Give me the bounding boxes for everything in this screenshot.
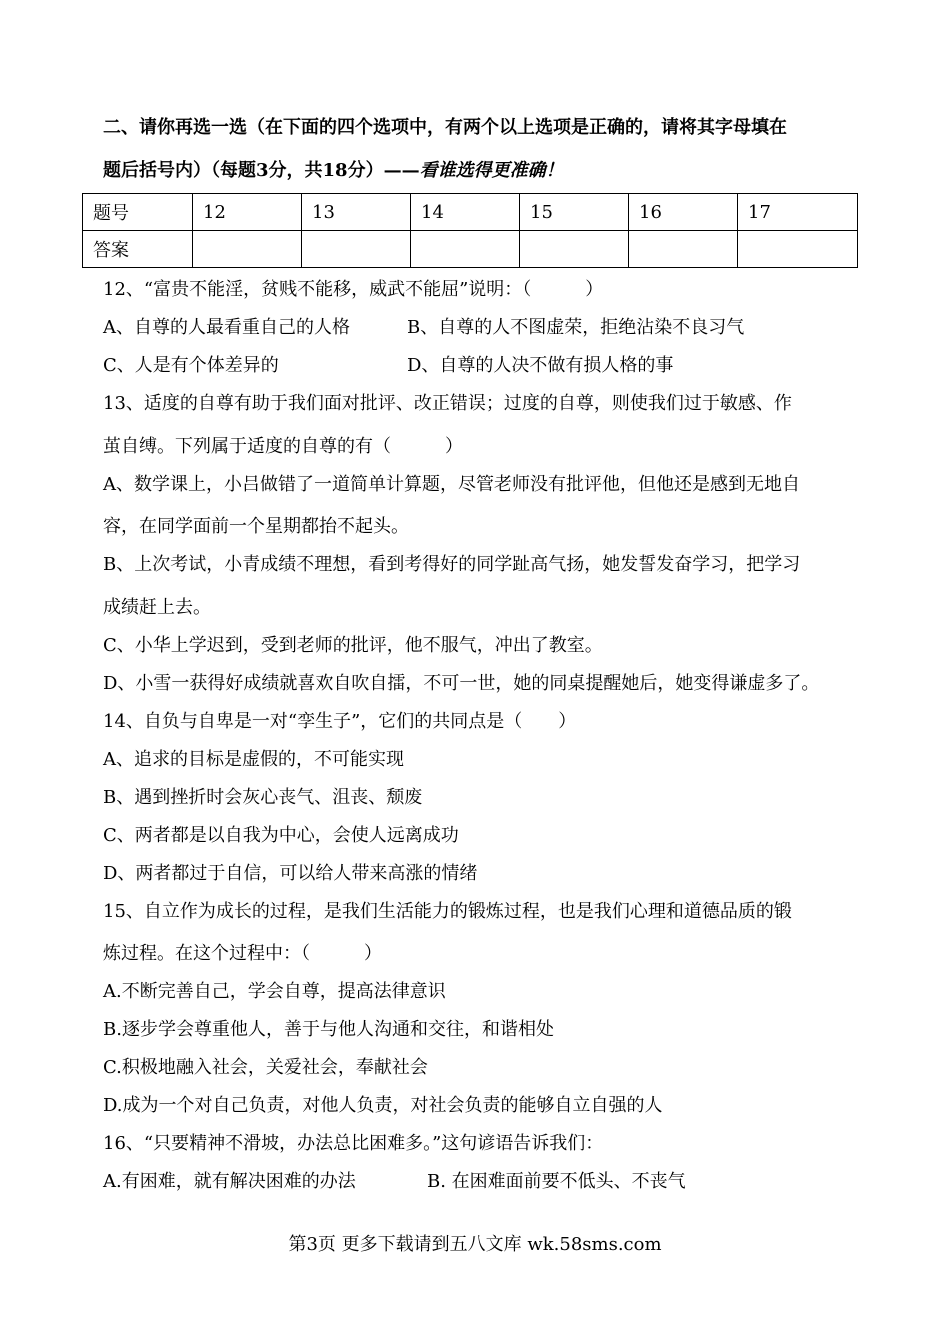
- table-row-label: 题号: [83, 194, 193, 231]
- question-number-cell: 16: [629, 194, 738, 231]
- answer-cell[interactable]: [411, 231, 520, 268]
- question-stem-line2: 茧自缚。下列属于适度的自尊的有（ ）: [103, 436, 463, 457]
- option-b: B. 在困难面前要不低头、不丧气: [427, 1171, 686, 1192]
- answer-cell[interactable]: [520, 231, 629, 268]
- option-a: A、自尊的人最看重自己的人格: [103, 317, 350, 338]
- page-footer: 第3页 更多下载请到五八文库 wk.58sms.com: [288, 1234, 662, 1255]
- option-d: D、两者都过于自信，可以给人带来高涨的情绪: [103, 863, 478, 884]
- option-b: B、自尊的人不图虚荣，拒绝沾染不良习气: [407, 317, 745, 338]
- option-c: C、小华上学迟到，受到老师的批评，他不服气，冲出了教室。: [103, 635, 603, 656]
- option-a: A.有困难，就有解决困难的办法: [103, 1171, 356, 1192]
- question-stem-line1: 15、自立作为成长的过程，是我们生活能力的锻炼过程，也是我们心理和道德品质的锻: [103, 901, 792, 922]
- question-number-cell: 12: [193, 194, 302, 231]
- section-instruction-line1: 二、请你再选一选（在下面的四个选项中，有两个以上选项是正确的，请将其字母填在: [103, 117, 787, 138]
- section-instruction-plain: 题后括号内）（每题3分，共18分）——: [103, 160, 420, 181]
- answer-cell[interactable]: [302, 231, 411, 268]
- question-stem: 12、“富贵不能淫，贫贱不能移，威武不能屈”说明：（ ）: [103, 279, 604, 300]
- option-c: C.积极地融入社会，关爱社会，奉献社会: [103, 1057, 428, 1078]
- question-stem: 16、“只要精神不滑坡，办法总比困难多。”这句谚语告诉我们：: [103, 1133, 604, 1154]
- answer-table: [82, 193, 858, 268]
- option-b-line1: B、上次考试，小青成绩不理想，看到考得好的同学趾高气扬，她发誓发奋学习，把学习: [103, 554, 801, 575]
- option-d: D、自尊的人决不做有损人格的事: [407, 355, 674, 376]
- option-a: A.不断完善自己，学会自尊，提高法律意识: [103, 981, 446, 1002]
- question-number-cell: 15: [520, 194, 629, 231]
- question-stem-line1: 13、适度的自尊有助于我们面对批评、改正错误；过度的自尊，则使我们过于敏感、作: [103, 393, 792, 414]
- question-number-cell: 14: [411, 194, 520, 231]
- question-stem-line2: 炼过程。在这个过程中：（ ）: [103, 943, 382, 964]
- question-number-cell: 17: [738, 194, 858, 231]
- option-a-line2: 容，在同学面前一个星期都抬不起头。: [103, 516, 409, 537]
- option-b: B.逐步学会尊重他人，善于与他人沟通和交往，和谐相处: [103, 1019, 554, 1040]
- option-d: D.成为一个对自己负责，对他人负责，对社会负责的能够自立自强的人: [103, 1095, 663, 1116]
- section-slogan: 看谁选得更准确！: [419, 160, 564, 181]
- question-number-cell: 13: [302, 194, 411, 231]
- section-instruction-line2: [103, 159, 564, 183]
- table-row: [83, 231, 858, 268]
- table-row: [83, 194, 858, 231]
- answer-cell[interactable]: [629, 231, 738, 268]
- question-stem: 14、自负与自卑是一对“孪生子”，它们的共同点是（ ）: [103, 711, 577, 732]
- option-b: B、遇到挫折时会灰心丧气、沮丧、颓废: [103, 787, 423, 808]
- table-row-label: 答案: [83, 231, 193, 268]
- option-a: A、追求的目标是虚假的，不可能实现: [103, 749, 404, 770]
- option-b-line2: 成绩赶上去。: [103, 597, 211, 618]
- option-d: D、小雪一获得好成绩就喜欢自吹自擂，不可一世，她的同桌提醒她后，她变得谦虚多了。: [103, 673, 820, 694]
- option-a-line1: A、数学课上，小吕做错了一道简单计算题，尽管老师没有批评他，但他还是感到无地自: [103, 474, 800, 495]
- answer-cell[interactable]: [738, 231, 858, 268]
- option-c: C、人是有个体差异的: [103, 355, 279, 376]
- option-c: C、两者都是以自我为中心，会使人远离成功: [103, 825, 459, 846]
- answer-cell[interactable]: [193, 231, 302, 268]
